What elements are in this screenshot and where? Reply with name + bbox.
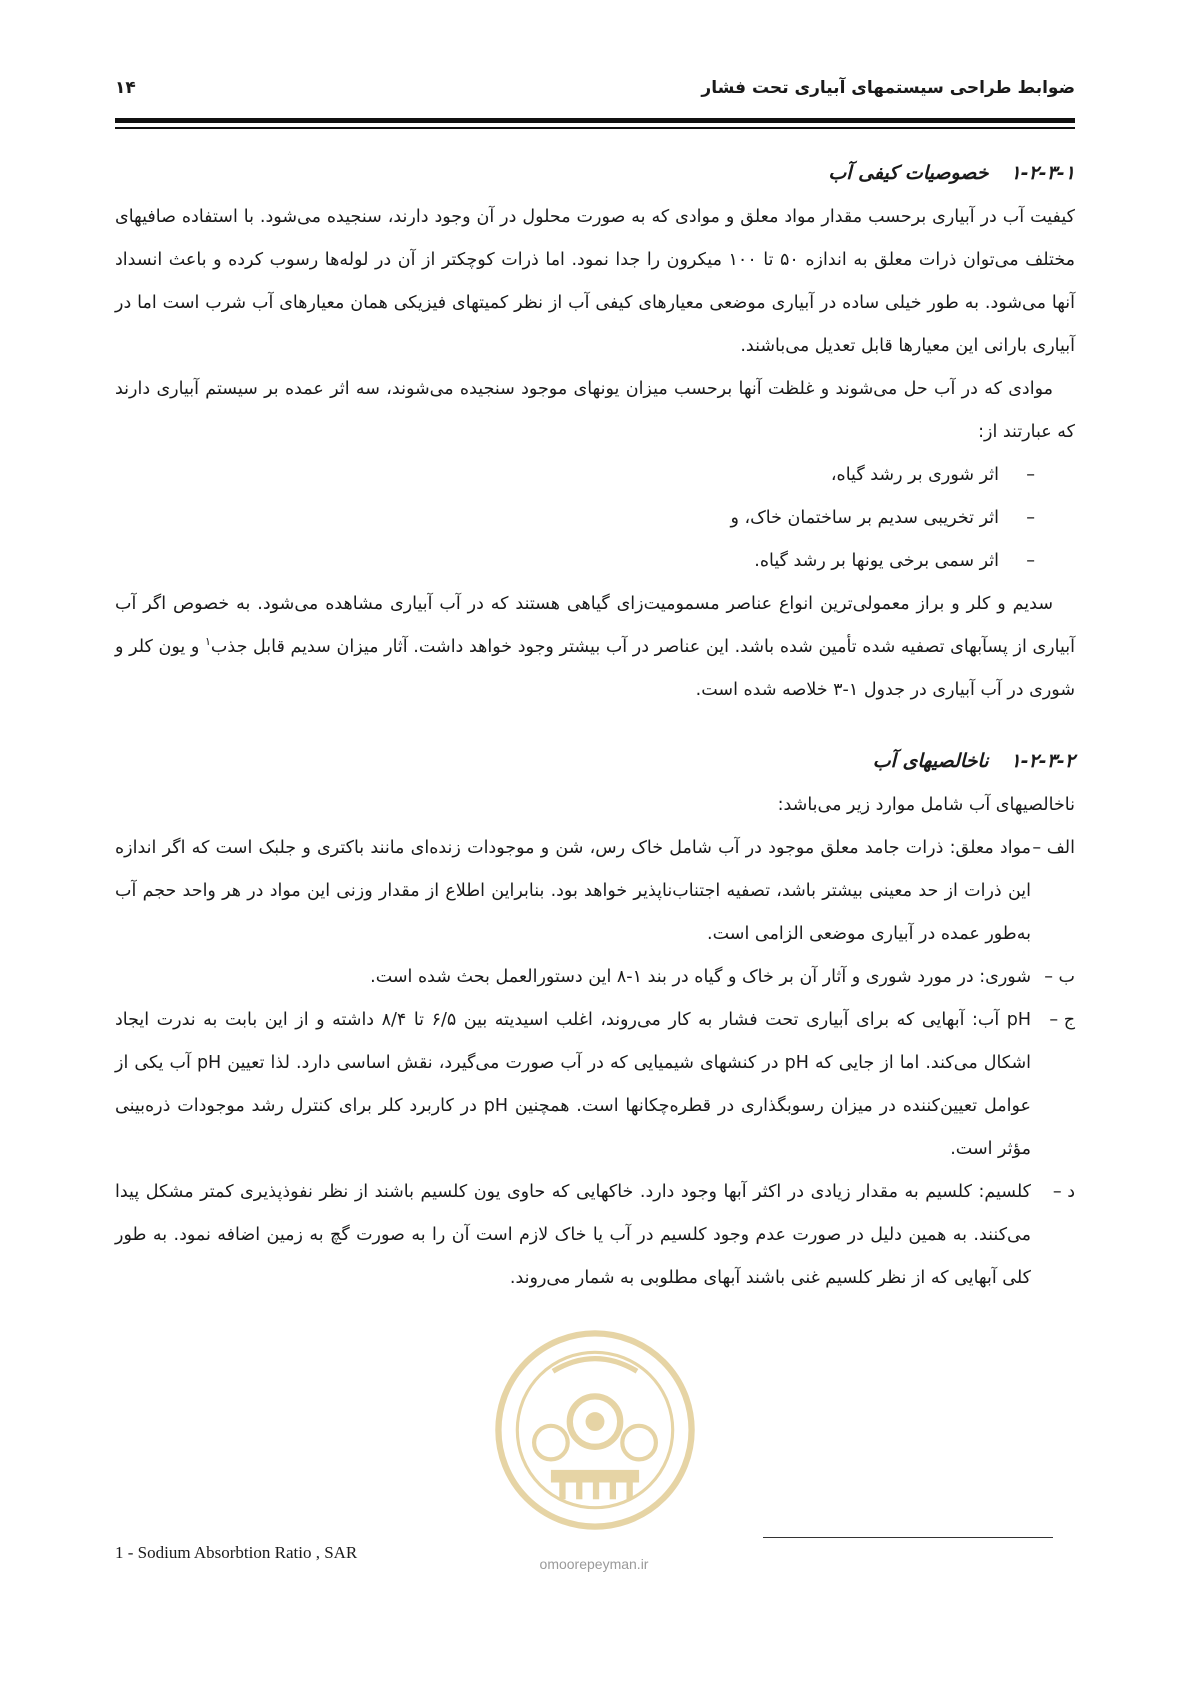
footnote-ref: ۱ (204, 635, 211, 649)
item-text: کلسیم: کلسیم به مقدار زیادی در اکثر آبها وجود دارد. خاکهایی که حاوی یون کلسیم باشند از نظر نفوذپذیری کمتر مشکل پیدا می‌کنند. به همین دلیل در صورت عدم وجود کلسیم در آب یا خاک لازم است آن را به صورت گچ به زمین اضافه نمود. به طور کلی آبهایی که از نظر کلسیم غنی باشند آبهای مطلوبی به شمار می‌روند. (115, 1182, 1031, 1288)
item-marker: ب – (1044, 967, 1075, 987)
watermark-url: omoorepeyman.ir (539, 1556, 649, 1572)
watermark-seal-icon (490, 1325, 700, 1535)
list-item (115, 999, 1075, 1171)
header-rule-thin (115, 127, 1075, 129)
footnote: 1 - Sodium Absorbtion Ratio , SAR (115, 1543, 358, 1562)
effects-list (115, 454, 1075, 583)
section-title: خصوصیات کیفی آب (828, 162, 989, 184)
page-number: ۱۴ (115, 78, 136, 98)
list-item: – اثر تخریبی سدیم بر ساختمان خاک، و (115, 497, 1035, 540)
section-heading-impurities (115, 738, 1075, 784)
item-marker: ج – (1049, 1010, 1075, 1030)
item-text: شوری: در مورد شوری و آثار آن بر خاک و گیاه در بند ۱-۸ این دستورالعمل بحث شده است. (370, 967, 1031, 987)
footnote-rule (763, 1537, 1053, 1538)
item-marker: الف – (1032, 838, 1075, 858)
paragraph: ناخالصیهای آب شامل موارد زیر می‌باشد: (777, 795, 1075, 815)
list-item (115, 827, 1075, 956)
section-title: ناخالصیهای آب (872, 750, 989, 772)
dash-marker: – (1026, 551, 1035, 571)
list-item (115, 1171, 1075, 1300)
header-rule-thick (115, 118, 1075, 123)
paragraph: سدیم و کلر و براز معمولی‌ترین انواع عناصر مسمومیت‌زای گیاهی هستند که در آب آبیاری مشاهده می‌شود. به خصوص اگر آب آبیاری از پسآبهای تصفیه شده تأمین شده باشد. این عناصر در آب بیشتر وجود خواهد داشت. آثار میزان سدیم قابل جذب$^۱$ و یون کلر و شوری در آب آبیاری در جدول ۱-۳ خلاصه شده است. (115, 594, 1075, 700)
paragraph: کیفیت آب در آبیاری برحسب مقدار مواد معلق و موادی که به صورت محلول در آن وجود دارند، سنجیده می‌شود. با استفاده صافیهای مختلف می‌توان ذرات معلق به اندازه ۵۰ تا ۱۰۰ میکرون را جدا نمود. اما ذرات کوچکتر از آن در لوله‌ها رسوب کرده و باعث انسداد آنها می‌شود. به طور خیلی ساده در آبیاری موضعی معیارهای کیفی آب از نظر کمیتهای فیزیکی همان معیارهای آب شرب است اما در آبیاری بارانی این معیارها قابل تعدیل می‌باشند. (115, 207, 1076, 356)
item-marker: د – (1052, 1182, 1075, 1202)
dash-marker: – (1026, 508, 1035, 528)
dash-marker: – (1026, 465, 1035, 485)
list-item: – اثر شوری بر رشد گیاه، (115, 454, 1035, 497)
body-content (115, 150, 1075, 1300)
section-number: ۱-۲-۳-۱ (1010, 162, 1075, 184)
page-header (115, 78, 1075, 108)
running-title: ضوابط طراحی سیستمهای آبیاری تحت فشار (701, 78, 1075, 98)
item-text: مواد معلق: ذرات جامد معلق موجود در آب شامل خاک رس، شن و موجودات زنده‌ای مانند باکتری و جلبک است که اگر اندازه این ذرات از حد معینی بیشتر باشد، تصفیه اجتناب‌ناپذیر خواهد بود. بنابراین اطلاع از مقدار وزنی این مواد در هر واحد حجم آب به‌طور عمده در آبیاری موضعی الزامی است. (115, 838, 1031, 944)
section-number: ۱-۲-۳-۲ (1010, 750, 1075, 772)
item-text: pH آب: آبهایی که برای آبیاری تحت فشار به کار می‌روند، اغلب اسیدیته بین ۶/۵ تا ۸/۴ داشته و از این بابت به ندرت ایجاد اشکال می‌کند. اما از جایی که pH در کنشهای شیمیایی که در آب صورت می‌گیرد، نقش اساسی دارد. لذا تعیین pH آب یکی از عوامل تعیین‌کننده در میزان رسوبگذاری در قطره‌چکانها است. همچنین pH در کاربرد کلر برای کنترل رشد موجودات ذره‌بینی مؤثر است. (115, 1010, 1032, 1159)
list-item (115, 956, 1075, 999)
list-item: – اثر سمی برخی یونها بر رشد گیاه. (115, 540, 1035, 583)
paragraph: موادی که در آب حل می‌شوند و غلظت آنها برحسب میزان یونهای موجود سنجیده می‌شوند، سه اثر عمده بر سیستم آبیاری دارند که عبارتند از: (115, 379, 1075, 442)
section-heading-water-quality (115, 150, 1075, 196)
